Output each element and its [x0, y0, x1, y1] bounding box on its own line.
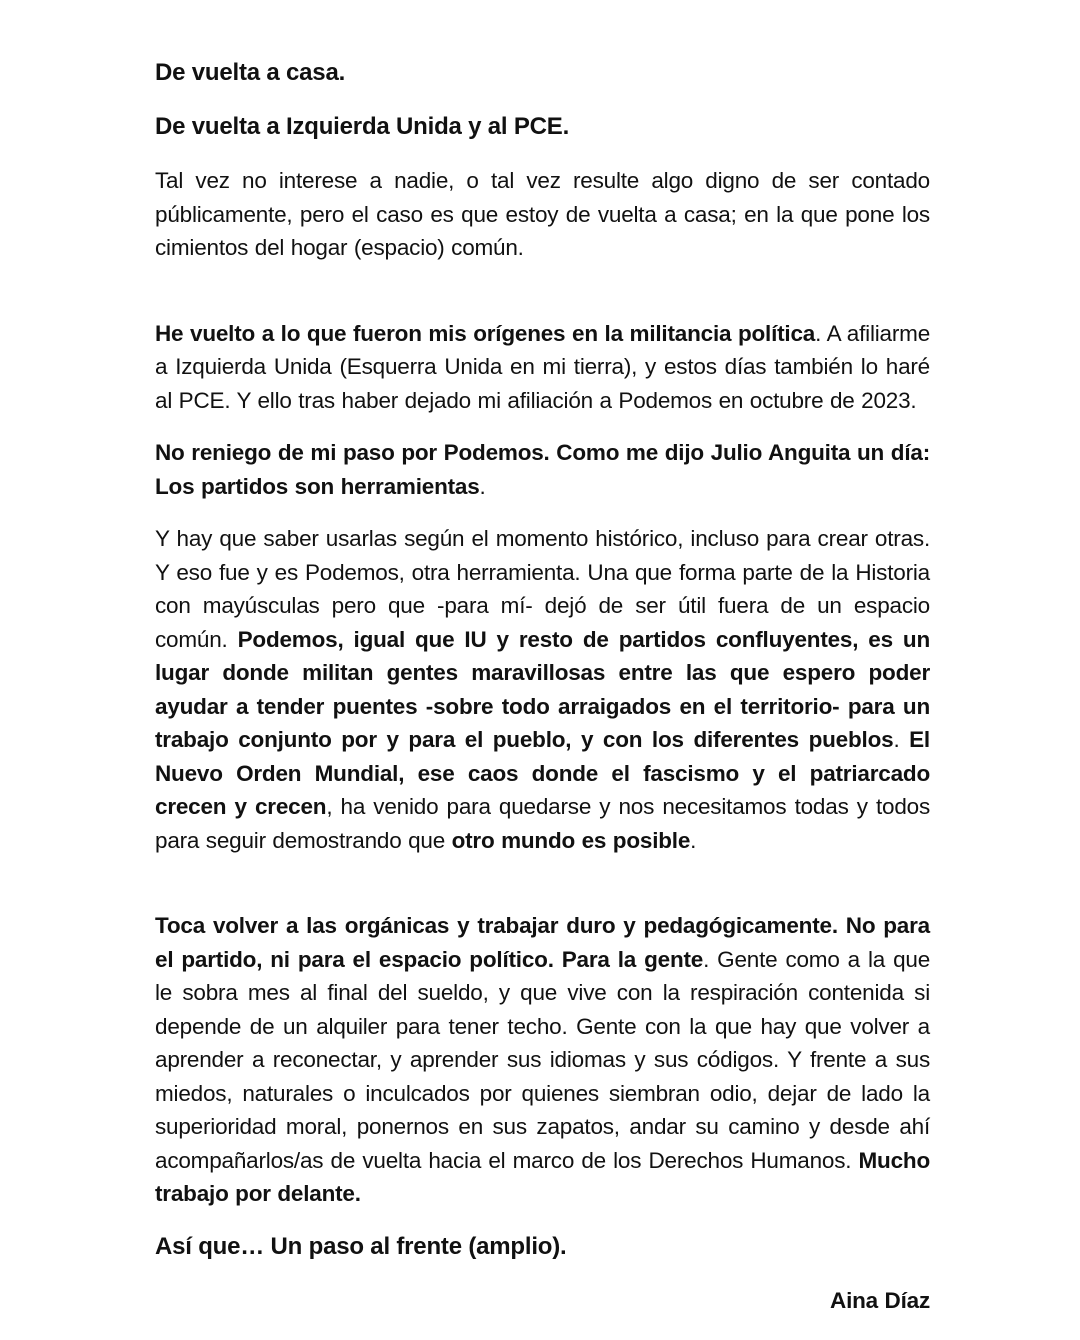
paragraph-herramientas	[155, 522, 930, 857]
paragraph-break	[155, 876, 930, 909]
text-run: Toca volver a las orgánicas y trabajar duro y pedagógicamente. No para el partido, ni para el espacio político. Para la gente	[155, 913, 930, 972]
text-run: , ha venido para quedarse y nos necesitamos todas y todos para seguir demostrando que	[155, 794, 930, 853]
paragraph-intro	[155, 164, 930, 265]
text-run: .	[479, 473, 486, 499]
text-run: He vuelto a lo que fueron mis orígenes en la militancia política	[155, 320, 816, 346]
paragraph-origenes	[155, 317, 930, 418]
paragraph-toca-volver	[155, 909, 930, 1211]
text-run: Podemos, igual que IU y resto de partidos confluyentes, es un lugar donde militan gentes maravillosas entre las que espero poder ayudar a tender puentes -sobre todo arraigados en el territorio- para un trabajo conjunto por y para el pueblo, y con los diferentes pueblos	[155, 626, 931, 752]
text-run: otro mundo es posible	[451, 827, 691, 853]
text-run: .	[690, 827, 697, 853]
paragraph-break	[155, 284, 930, 317]
text-run: . A afiliarme a Izquierda Unida (Esquerra Unida en mi tierra), y estos días también lo haré al PCE. Y ello tras haber dejado mi afiliación a Podemos en octubre de 2023.	[155, 320, 931, 413]
text-run: . Gente como a la que le sobra mes al final del sueldo, y que vive con la respiración contenida si depende de un alquiler para tener techo. Gente con la que hay que volver a aprender a reconectar, y aprender sus idiomas y sus códigos. Y frente a sus miedos, naturales o inculcados por quienes siembran odio, dejar de lado la superioridad moral, ponernos en sus zapatos, andar su camino y desde ahí acompañarlos/as de vuelta hacia el marco de los Derechos Humanos.	[155, 946, 931, 1173]
text-run: El Nuevo Orden Mundial, ese caos donde el fascismo y el patriarcado crecen y crecen	[155, 727, 930, 819]
paragraph-no-reniego	[155, 436, 930, 503]
text-run: Mucho trabajo por delante.	[155, 1147, 930, 1206]
signature: Aina Díaz	[830, 1287, 930, 1313]
text-run: .	[893, 727, 910, 752]
text-run: No reniego de mi paso por Podemos. Como me dijo Julio Anguita un día: Los partidos son herramientas	[155, 440, 930, 499]
text-run: Y hay que saber usarlas según el momento histórico, incluso para crear otras. Y eso fue y es Podemos, otra herramienta. Una que forma parte de la Historia con mayúsculas pero que -para mí- dejó de ser útil fuera de un espacio común.	[155, 526, 930, 652]
heading-de-vuelta-a-casa: De vuelta a casa.	[155, 59, 346, 86]
heading-de-vuelta-iu-pce: De vuelta a Izquierda Unida y al PCE.	[155, 113, 570, 140]
text-run: Tal vez no interese a nadie, o tal vez resulte algo digno de ser contado públicamente, pero el caso es que estoy de vuelta a casa; en la que pone los cimientos del hogar (espacio) común.	[155, 168, 930, 260]
heading-un-paso-al-frente: Así que… Un paso al frente (amplio).	[155, 1232, 567, 1260]
